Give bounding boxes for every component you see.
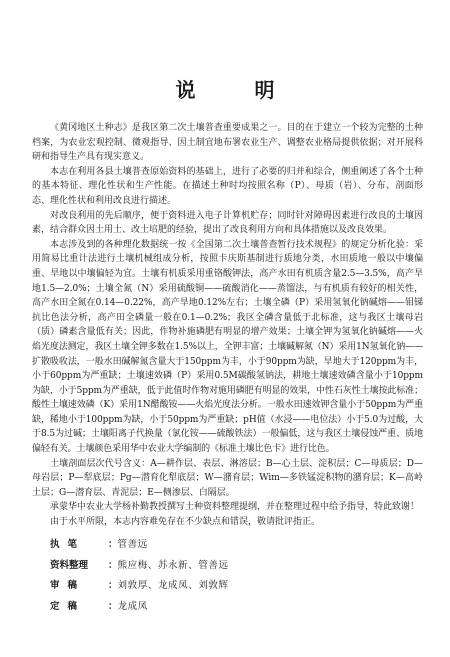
credit-row-compilers: 资料整理 ： 熊应梅、苏永新、管善远 — [50, 556, 229, 577]
credits — [50, 535, 229, 618]
paragraph-disclaimer: 由于水平所限，本志内容难免存在不少缺点和错误，敬请批评指正。 — [50, 517, 321, 528]
credit-label: 资料整理 — [50, 559, 89, 571]
paragraph-methods: 本志涉及到的各种理化数据统一按《全国第二次土壤普查暂行技术规程》的规定分析化验：采用简易比重计法进行土壤机械组成分析，按照卡庆斯基制进行质地分类，水田质地一般以中壤偏重、旱地以中壤偏轻为宜。土壤有机质采用重铬酸钾法，高产水田有机质含量2.5—3.5%，高产旱地1.5—2.0%；土壤全氮（N）采用硫酸铜——硫酸消化——蒸馏法，与有机质有较好的相关性，高产水田全氮在0.14—0.22%，高产旱地0.12%左右；土壤全磷（P）采用氢氧化钠碱熔——钼锑抗比色法分析，高产田全磷量一般在0.1—0.2%；我区全磷含量低于北标准，这与我区土壤母岩（质）磷素含量低有关；因此，作物补施磷肥有明显的增产效果；土壤全钾为氢氧化钠碱熔——火焰光度法测定，我区土壤全钾多数在1.5%以上，全钾丰富；土壤碱解氮（N）采用1N氢氧化钠——扩散吸收法，一般水田碱解氮含量大于150ppm为丰，小于90ppm为缺，旱地大于120ppm为丰，小于60ppm为严重缺；土壤速效磷（P）采用0.5M碳酸氢钠法，耕地土壤速效磷含量小于10ppm为缺，小于5ppm为严重缺，低于此值时作物对施用磷肥有明显的效果，中性石灰性土壤按此标准；酸性土壤速效磷（K）采用1N醋酸铵——火焰光度法分析。一般水田速效钾含量小于50ppm为严重缺，稀地小于100ppm为缺，小于50ppm为严重缺；pH值（水浸——电位法）小于5.0为过酸，大于8.5为过碱；土壤阳离子代换量（氯化铵——硫酸铁法）一般偏低，这与我区土壤侵蚀严重、质地偏轻有关。土壤颜色采用华中农业大学编制的《标准土壤比色卡》进行比色。 — [32, 239, 423, 455]
credit-row-reviewers: 审稿 ： 刘敦厚、龙成凤、刘敦辉 — [50, 576, 229, 597]
credit-names: 刘敦厚、龙成凤、刘敦辉 — [117, 580, 229, 592]
credit-label: 定稿 — [50, 601, 86, 613]
body-text — [32, 121, 423, 530]
page-title: 说 明 — [175, 78, 301, 102]
paragraph-purpose: 《黄冈地区土种志》是我区第二次土壤普查重要成果之一。目的在于建立一个较为完整的土种档案，为农业宏观控制、微观指导、因土制宜地布署农业生产、调整农业格局提供依据；对开展科研和指导生产具有现实意义。 — [32, 123, 423, 163]
credit-names: 龙成凤 — [117, 601, 148, 613]
credit-row-finalizer: 定稿 ： 龙成凤 — [50, 597, 229, 618]
credit-names: 管善远 — [117, 539, 148, 550]
credit-label: 审稿 — [50, 580, 86, 592]
paragraph-basis: 本志在利用各县土壤普查原始资料的基础上，进行了必要的归并和综合，侧重阐述了各个土种的基本特征、理化性状和生产性能。在描述土种时均按照名称（P）、母质（岩）、分布、剖面形态、理化性状和利用改良进行描述。 — [32, 166, 423, 206]
credit-label: 执笔 — [50, 539, 86, 550]
paragraph-horizon-codes: 土壤剖面层次代号含义：A—耕作层、表层、淋溶层；B—心土层、淀积层；C—母质层；D—母岩层；P—犁底层；Pg—潜育化犁底层；W—潴育层；Wim—多铁锰淀积物的潴育层；K—高岭土层；G—潜育层、青泥层；E—侧渗层、白隔层。 — [32, 458, 423, 498]
credit-names: 熊应梅、苏永新、管善远 — [117, 559, 229, 571]
paragraph-acknowledgement: 承蒙华中农业大学杨补勤教授撰写土种资料整理提纲，并在整理过程中给予指导，特此致谢！ — [50, 502, 420, 513]
credit-row-author: 执笔 ： 管善远 — [50, 535, 229, 556]
paragraph-improvement: 对改良利用的先后顺序，便于资料进入电子计算机贮存；同时针对障碍因素进行改良的土壤因素，结合群众因土用土、改土培肥的经验，提出了改良利用方向和具体措施以及改良效果。 — [32, 210, 423, 236]
